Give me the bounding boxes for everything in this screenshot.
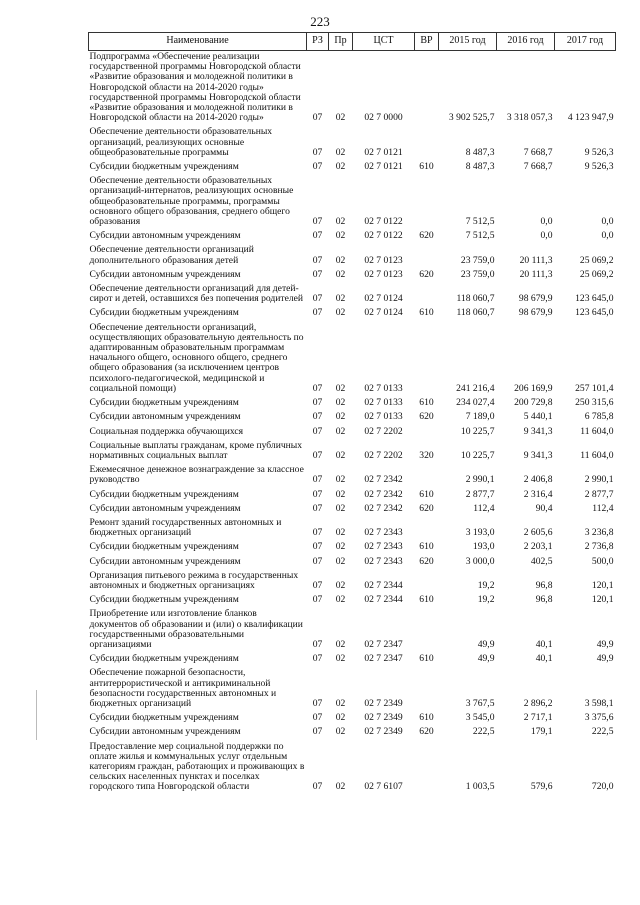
row-2016: 206 169,9 — [514, 382, 553, 394]
row-vr: 620 — [419, 268, 434, 280]
row-pr: 02 — [335, 488, 346, 500]
table-row — [89, 307, 616, 321]
row-2017: 6 785,8 — [584, 411, 614, 423]
table-row — [89, 570, 616, 594]
table-row — [89, 51, 616, 127]
row-pr: 02 — [335, 112, 346, 124]
row-2016: 20 111,3 — [519, 254, 553, 266]
row-vr: 620 — [419, 230, 434, 242]
row-2015: 23 759,0 — [460, 254, 495, 266]
row-name: Обеспечение деятельности организаций для детей-сирот и детей, оставшихся без попечения родителей — [89, 283, 304, 305]
row-2016: 90,4 — [535, 502, 553, 514]
row-name: Обеспечение деятельности образовательных организаций, реализующих основные общеобразовательные программы — [89, 126, 273, 158]
row-2017: 3 236,8 — [584, 527, 614, 539]
row-cst: 02 7 2343 — [364, 555, 403, 567]
row-rz: 07 — [312, 161, 323, 173]
table-row — [89, 397, 616, 411]
table-row — [89, 161, 616, 175]
row-2017: 112,4 — [592, 502, 614, 514]
row-pr: 02 — [335, 425, 346, 437]
header-2016: 2016 год — [497, 33, 555, 51]
row-vr — [415, 322, 439, 397]
row-2017: 9 526,3 — [584, 146, 614, 158]
table-row — [89, 244, 616, 268]
row-2015: 3 902 525,7 — [448, 112, 495, 124]
row-2015: 49,9 — [477, 653, 495, 665]
row-pr: 02 — [335, 146, 346, 158]
row-pr: 02 — [335, 555, 346, 567]
row-vr: 610 — [419, 541, 434, 553]
row-rz: 07 — [312, 411, 323, 423]
row-name: Предоставление мер социальной поддержки по оплате жилья и коммунальных услуг отдельным категориям граждан, работающих и проживающих в сельских населенных пунктах и поселках городского типа Новгородской области — [89, 740, 305, 793]
row-2017: 2 990,1 — [584, 474, 614, 486]
row-2016: 7 668,7 — [523, 161, 553, 173]
row-pr: 02 — [335, 638, 346, 650]
table-row — [89, 411, 616, 425]
row-2017: 123 645,0 — [575, 293, 614, 305]
row-2017: 120,1 — [591, 594, 614, 606]
row-2015: 3 545,0 — [465, 712, 495, 724]
row-rz: 07 — [312, 112, 323, 124]
row-pr: 02 — [335, 382, 346, 394]
row-pr: 02 — [335, 502, 346, 514]
row-2017: 2 736,8 — [584, 541, 614, 553]
row-2017: 120,1 — [591, 579, 614, 591]
row-2015: 193,0 — [472, 541, 495, 553]
table-row — [89, 653, 616, 667]
row-vr: 610 — [419, 653, 434, 665]
row-2016: 9 341,3 — [523, 425, 553, 437]
row-name: Ремонт зданий государственных автономных и бюджетных организаций — [89, 516, 282, 539]
row-2017: 4 123 947,9 — [567, 112, 614, 124]
row-vr — [415, 244, 439, 268]
row-2015: 7 512,5 — [465, 230, 495, 242]
row-cst: 02 7 0133 — [364, 411, 403, 423]
row-pr: 02 — [335, 579, 346, 591]
row-rz: 07 — [312, 488, 323, 500]
row-2015: 7 189,0 — [465, 411, 495, 423]
row-rz: 07 — [312, 594, 323, 606]
row-2017: 0,0 — [601, 216, 614, 228]
row-2016: 579,6 — [530, 781, 553, 793]
row-pr: 02 — [335, 541, 346, 553]
row-name: Социальные выплаты гражданам, кроме публичных нормативных социальных выплат — [89, 439, 303, 461]
row-2015: 222,5 — [472, 726, 495, 738]
row-cst: 02 7 0133 — [364, 382, 403, 394]
row-cst: 02 7 2347 — [364, 653, 403, 665]
row-cst: 02 7 0121 — [364, 146, 403, 158]
row-vr — [415, 51, 439, 127]
row-2016: 96,8 — [535, 579, 553, 591]
row-vr — [415, 667, 439, 712]
row-rz: 07 — [312, 146, 323, 158]
row-name: Субсидии бюджетным учреждениям — [89, 397, 239, 409]
row-rz: 07 — [312, 268, 323, 280]
header-vr: ВР — [415, 33, 439, 51]
row-2016: 9 341,3 — [523, 449, 553, 461]
row-vr: 610 — [419, 397, 434, 409]
row-rz: 07 — [312, 726, 323, 738]
row-2016: 2 406,8 — [523, 474, 553, 486]
row-name: Обеспечение деятельности организаций, осуществляющих образовательную деятельность по адаптированным образовательным программам начального общего, основного общего, среднего общего образования (за исключением центров психолого-педагогической, медицинской и социальной помощи) — [89, 321, 304, 394]
row-2015: 1 003,5 — [465, 781, 495, 793]
row-name: Ежемесячное денежное вознаграждение за классное руководство — [89, 464, 304, 486]
table-row — [89, 594, 616, 608]
row-pr: 02 — [335, 307, 346, 319]
table-row — [89, 426, 616, 440]
row-cst: 02 7 6107 — [364, 781, 403, 793]
row-2016: 5 440,1 — [523, 411, 553, 423]
row-rz: 07 — [312, 293, 323, 305]
row-cst: 02 7 0124 — [364, 293, 403, 305]
margin-mark — [36, 690, 37, 740]
row-vr — [415, 175, 439, 230]
row-rz: 07 — [312, 781, 323, 793]
row-2016: 2 717,1 — [523, 712, 553, 724]
row-name: Подпрограмма «Обеспечение реализации государственной программы Новгородской области «Развитие образования и молодежной политики в Новгородской области на 2014-2020 годы» государственной программы Новгородской области «Развитие образования и молодежной политики в Новгородской области на 2014-2020 годы» — [89, 51, 301, 124]
row-vr — [415, 517, 439, 541]
row-pr: 02 — [335, 653, 346, 665]
row-cst: 02 7 2344 — [364, 579, 403, 591]
row-vr: 320 — [419, 449, 434, 461]
row-2015: 23 759,0 — [460, 268, 495, 280]
table-row — [89, 126, 616, 161]
row-pr: 02 — [335, 268, 346, 280]
row-name: Субсидии автономным учреждениям — [89, 726, 241, 738]
row-2016: 2 896,2 — [523, 697, 553, 709]
row-vr: 610 — [419, 161, 434, 173]
row-vr: 610 — [419, 488, 434, 500]
row-2016: 0,0 — [540, 230, 553, 242]
row-2016: 402,5 — [530, 555, 553, 567]
row-cst: 02 7 0000 — [364, 112, 403, 124]
row-vr: 610 — [419, 712, 434, 724]
row-pr: 02 — [335, 397, 346, 409]
row-2016: 179,1 — [530, 726, 553, 738]
row-name: Приобретение или изготовление бланков документов об образовании и (или) о квалификации государственными образовательными организациями — [89, 608, 303, 650]
row-2015: 112,4 — [473, 502, 495, 514]
row-pr: 02 — [335, 474, 346, 486]
row-name: Обеспечение деятельности образовательных организаций-интернатов, реализующих основные общеобразовательные программы, программы основного общего образования, среднего общего образования — [89, 175, 294, 228]
table-row — [89, 726, 616, 740]
row-vr — [415, 464, 439, 488]
header-pr: Пр — [329, 33, 353, 51]
row-2015: 8 487,3 — [465, 146, 495, 158]
row-2017: 49,9 — [596, 638, 614, 650]
row-2017: 0,0 — [601, 230, 614, 242]
row-2015: 118 060,7 — [456, 307, 495, 319]
row-vr: 610 — [419, 594, 434, 606]
row-cst: 02 7 2202 — [364, 425, 403, 437]
table-row — [89, 556, 616, 570]
row-2015: 8 487,3 — [465, 161, 495, 173]
row-rz: 07 — [312, 638, 323, 650]
row-rz: 07 — [312, 216, 323, 228]
row-2016: 40,1 — [535, 653, 553, 665]
row-2015: 3 767,5 — [465, 697, 495, 709]
row-vr: 610 — [419, 307, 434, 319]
row-2016: 98 679,9 — [518, 307, 553, 319]
row-cst: 02 7 2343 — [364, 527, 403, 539]
table-row — [89, 541, 616, 555]
row-vr: 620 — [419, 555, 434, 567]
row-2015: 7 512,5 — [465, 216, 495, 228]
row-2016: 200 729,8 — [514, 397, 553, 409]
row-pr: 02 — [335, 527, 346, 539]
table-row — [89, 741, 616, 796]
row-2017: 25 069,2 — [579, 268, 614, 280]
row-name: Социальная поддержка обучающихся — [89, 425, 244, 437]
row-pr: 02 — [335, 293, 346, 305]
budget-table — [88, 32, 616, 796]
row-2015: 19,2 — [477, 579, 495, 591]
row-rz: 07 — [312, 230, 323, 242]
table-header-row — [89, 33, 616, 51]
row-cst: 02 7 2349 — [364, 712, 403, 724]
row-cst: 02 7 0123 — [364, 254, 403, 266]
row-rz: 07 — [312, 579, 323, 591]
table-row — [89, 269, 616, 283]
row-name: Субсидии бюджетным учреждениям — [89, 712, 239, 724]
row-cst: 02 7 0123 — [364, 268, 403, 280]
row-vr — [415, 608, 439, 653]
row-2017: 222,5 — [591, 726, 614, 738]
row-vr: 620 — [419, 411, 434, 423]
table-row — [89, 283, 616, 307]
row-2016: 98 679,9 — [518, 293, 553, 305]
row-rz: 07 — [312, 697, 323, 709]
row-cst: 02 7 2342 — [364, 488, 403, 500]
table-row — [89, 503, 616, 517]
row-pr: 02 — [335, 712, 346, 724]
row-name: Субсидии автономным учреждениям — [89, 555, 241, 567]
row-2015: 2 877,7 — [465, 488, 495, 500]
table-row — [89, 322, 616, 397]
row-cst: 02 7 0133 — [364, 397, 403, 409]
row-2016: 2 316,4 — [523, 488, 553, 500]
row-rz: 07 — [312, 502, 323, 514]
row-cst: 02 7 2342 — [364, 474, 403, 486]
row-name: Обеспечение пожарной безопасности, антитеррористической и антикриминальной безопасности государственных автономных и бюджетных организаций — [89, 667, 277, 709]
row-cst: 02 7 2347 — [364, 638, 403, 650]
table-row — [89, 517, 616, 541]
row-name: Организация питьевого режима в государственных автономных и бюджетных организациях — [89, 569, 299, 591]
row-2017: 11 604,0 — [580, 425, 614, 437]
row-2017: 257 101,4 — [575, 382, 614, 394]
row-name: Субсидии автономным учреждениям — [89, 411, 241, 423]
row-2015: 10 225,7 — [460, 449, 495, 461]
row-2017: 500,0 — [591, 555, 614, 567]
header-2015: 2015 год — [439, 33, 497, 51]
row-rz: 07 — [312, 541, 323, 553]
row-2017: 3 375,6 — [584, 712, 614, 724]
row-2017: 3 598,1 — [584, 697, 614, 709]
row-2017: 2 877,7 — [584, 488, 614, 500]
row-2016: 7 668,7 — [523, 146, 553, 158]
row-name: Обеспечение деятельности организаций дополнительного образования детей — [89, 244, 254, 266]
row-cst: 02 7 2344 — [364, 594, 403, 606]
row-rz: 07 — [312, 474, 323, 486]
row-name: Субсидии бюджетным учреждениям — [89, 594, 239, 606]
row-rz: 07 — [312, 425, 323, 437]
row-pr: 02 — [335, 411, 346, 423]
row-pr: 02 — [335, 726, 346, 738]
row-vr — [415, 741, 439, 796]
row-pr: 02 — [335, 449, 346, 461]
row-name: Субсидии бюджетным учреждениям — [89, 161, 239, 173]
table-row — [89, 608, 616, 653]
row-2017: 9 526,3 — [584, 161, 614, 173]
row-2015: 10 225,7 — [460, 425, 495, 437]
row-2015: 234 027,4 — [456, 397, 495, 409]
row-rz: 07 — [312, 712, 323, 724]
header-name: Наименование — [89, 33, 307, 51]
row-rz: 07 — [312, 254, 323, 266]
row-vr — [415, 570, 439, 594]
row-cst: 02 7 0122 — [364, 230, 403, 242]
row-pr: 02 — [335, 161, 346, 173]
row-vr — [415, 283, 439, 307]
row-rz: 07 — [312, 449, 323, 461]
row-2017: 250 315,6 — [575, 397, 614, 409]
header-cst: ЦСТ — [353, 33, 415, 51]
table-row — [89, 464, 616, 488]
row-cst: 02 7 2343 — [364, 541, 403, 553]
row-rz: 07 — [312, 527, 323, 539]
row-2016: 20 111,3 — [519, 268, 553, 280]
row-rz: 07 — [312, 397, 323, 409]
row-2017: 123 645,0 — [575, 307, 614, 319]
row-2015: 118 060,7 — [456, 293, 495, 305]
row-2017: 49,9 — [596, 653, 614, 665]
row-2016: 96,8 — [535, 594, 553, 606]
page-number: 223 — [310, 14, 330, 29]
row-cst: 02 7 0121 — [364, 161, 403, 173]
row-2017: 720,0 — [591, 781, 614, 793]
row-cst: 02 7 2342 — [364, 502, 403, 514]
row-2016: 2 605,6 — [523, 527, 553, 539]
row-name: Субсидии бюджетным учреждениям — [89, 488, 239, 500]
row-2016: 0,0 — [540, 216, 553, 228]
row-cst: 02 7 2202 — [364, 449, 403, 461]
row-pr: 02 — [335, 230, 346, 242]
row-rz: 07 — [312, 555, 323, 567]
table-row — [89, 440, 616, 464]
row-pr: 02 — [335, 781, 346, 793]
row-2015: 19,2 — [477, 594, 495, 606]
header-rz: РЗ — [307, 33, 329, 51]
row-rz: 07 — [312, 653, 323, 665]
header-2017: 2017 год — [555, 33, 616, 51]
row-cst: 02 7 2349 — [364, 697, 403, 709]
row-cst: 02 7 0124 — [364, 307, 403, 319]
row-2017: 11 604,0 — [580, 449, 614, 461]
row-rz: 07 — [312, 307, 323, 319]
row-name: Субсидии автономным учреждениям — [89, 268, 241, 280]
table-row — [89, 175, 616, 230]
row-pr: 02 — [335, 254, 346, 266]
table-row — [89, 230, 616, 244]
row-name: Субсидии бюджетным учреждениям — [89, 307, 239, 319]
row-2015: 3 193,0 — [465, 527, 495, 539]
table-row — [89, 667, 616, 712]
row-pr: 02 — [335, 697, 346, 709]
row-name: Субсидии автономным учреждениям — [89, 230, 241, 242]
row-pr: 02 — [335, 216, 346, 228]
row-2016: 3 318 057,3 — [506, 112, 553, 124]
row-vr — [415, 126, 439, 161]
row-2015: 2 990,1 — [465, 474, 495, 486]
row-2016: 2 203,1 — [523, 541, 553, 553]
row-pr: 02 — [335, 594, 346, 606]
row-2015: 49,9 — [477, 638, 495, 650]
row-cst: 02 7 2349 — [364, 726, 403, 738]
row-vr: 620 — [419, 726, 434, 738]
table-row — [89, 712, 616, 726]
row-cst: 02 7 0122 — [364, 216, 403, 228]
row-2017: 25 069,2 — [579, 254, 614, 266]
row-2015: 3 000,0 — [465, 555, 495, 567]
row-2016: 40,1 — [535, 638, 553, 650]
row-vr — [415, 426, 439, 440]
row-2015: 241 216,4 — [456, 382, 495, 394]
row-name: Субсидии бюджетным учреждениям — [89, 541, 239, 553]
row-name: Субсидии бюджетным учреждениям — [89, 653, 239, 665]
row-vr: 620 — [419, 502, 434, 514]
row-name: Субсидии автономным учреждениям — [89, 502, 241, 514]
row-rz: 07 — [312, 382, 323, 394]
table-row — [89, 489, 616, 503]
